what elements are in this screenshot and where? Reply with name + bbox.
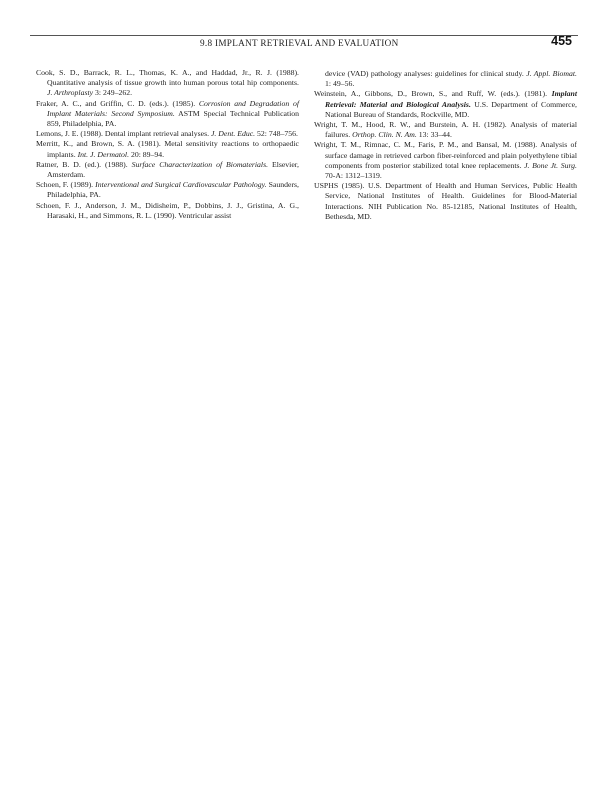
references-left-column: [36, 68, 299, 221]
reference-entry-continued: device (VAD) pathology analyses: guidelines for clinical study. J. Appl. Biomat. 1: 49–56.: [325, 69, 577, 89]
running-head: 9.8 IMPLANT RETRIEVAL AND EVALUATION: [200, 38, 399, 48]
reference-entry: Cook, S. D., Barrack, R. L., Thomas, K. A., and Haddad, Jr., R. J. (1988). Quantitative analysis of tissue growth into human porous total hip components. J. Arthroplasty 3: 249–262.: [36, 68, 299, 98]
reference-entry: Ratner, B. D. (ed.). (1988). Surface Characterization of Biomaterials. Elsevier, Amsterdam.: [36, 159, 299, 180]
reference-entry: Fraker, A. C., and Griffin, C. D. (eds.). (1985). Corrosion and Degradation of Implant Materials: Second Symposium. ASTM Special Technical Publication 859, Philadelphia, PA.: [36, 98, 299, 129]
reference-entry: Schoen, F. (1989). Interventional and Surgical Cardiovascular Pathology. Saunders, Philadelphia, PA.: [36, 180, 299, 200]
reference-entry: Wright, T. M., Rimnac, C. M., Faris, P. M., and Bansal, M. (1988). Analysis of surface damage in retrieved carbon fiber-reinforced and plain polyethylene tibial components from posterior stabilized total knee replacements. J. Bone Jt. Surg. 70-A: 1312–1319.: [314, 140, 577, 181]
reference-entry: Weinstein, A., Gibbons, D., Brown, S., and Ruff, W. (eds.). (1981). Implant Retrieval: Material and Biological Analysis. U.S. Department of Commerce, National Bureau of Standards, Rockville, MD.: [314, 89, 577, 119]
references-right-column: [314, 69, 577, 222]
reference-entry: Merritt, K., and Brown, S. A. (1981). Metal sensitivity reactions to orthopaedic implants. Int. J. Dermatol. 20: 89–94.: [36, 139, 299, 159]
reference-entry: Lemons, J. E. (1988). Dental implant retrieval analyses. J. Dent. Educ. 52: 748–756.: [36, 129, 298, 139]
reference-entry: Wright, T. M., Hood, R. W., and Burstein, A. H. (1982). Analysis of material failures. Orthop. Clin. N. Am. 13: 33–44.: [314, 120, 577, 140]
page-number: 455: [551, 34, 572, 48]
reference-entry: Schoen, F. J., Anderson, J. M., Didisheim, P., Dobbins, J. J., Gristina, A. G., Harasaki, H., and Simmons, R. L. (1990). Ventricular assist: [36, 200, 299, 220]
header-rule: [30, 35, 578, 36]
reference-entry: USPHS (1985). U.S. Department of Health and Human Services, Public Health Service, National Institutes of Health. Guidelines for Blood-Material Interactions. NIH Publication No. 85-12185, National Institutes of Health, Bethesda, MD.: [314, 181, 577, 221]
